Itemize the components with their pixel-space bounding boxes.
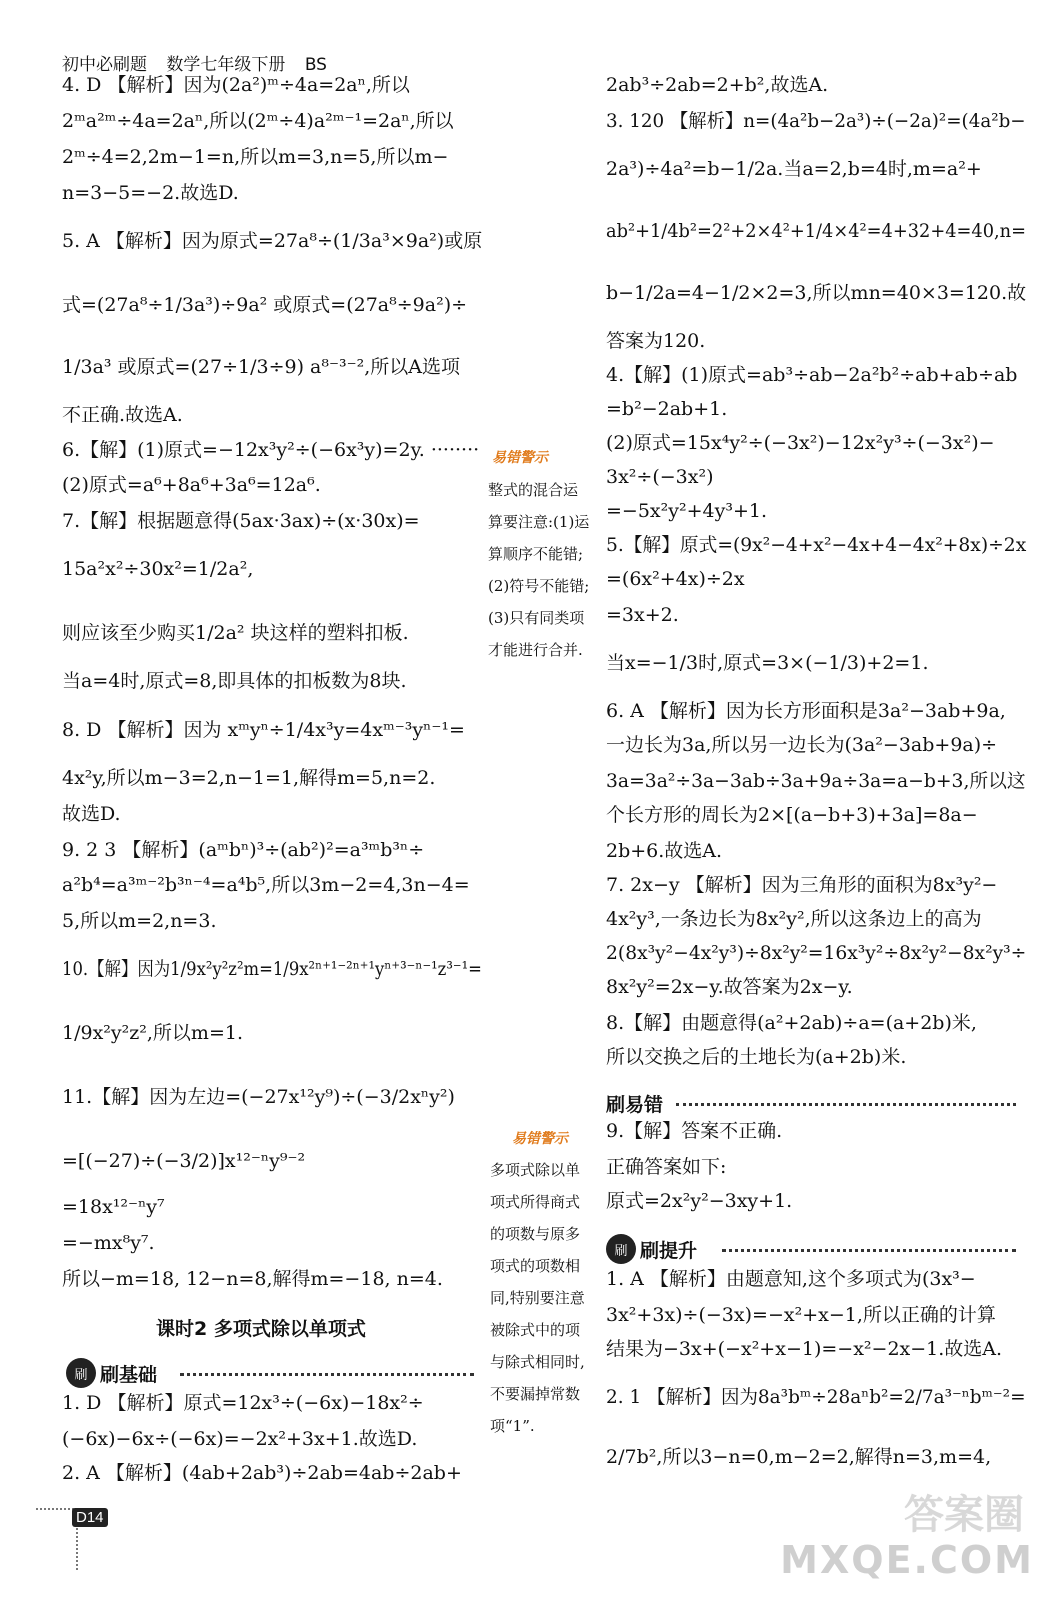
page-number: D14 — [72, 1508, 108, 1527]
tip-text-1: 整式的混合运算要注意:(1)运算顺序不能错;(2)符号不能错;(3)只有同类项才能进行合并. — [488, 481, 590, 659]
right-line: 3a=3a²÷3a−3ab÷3a+9a÷3a=a−b+3,所以这 — [606, 770, 1026, 792]
left-line: =[(−27)÷(−3/2)]x¹²⁻ⁿy⁹⁻² — [62, 1150, 306, 1172]
right-line: 2/7b²,所以3−n=0,m−2=2,解得n=3,m=4, — [606, 1446, 992, 1468]
right-line: 一边长为3a,所以另一边长为(3a²−3ab+9a)÷ — [606, 734, 998, 756]
right-line: 4.【解】(1)原式=ab³÷ab−2a²b²÷ab+ab÷ab — [606, 364, 1018, 386]
left-line: 2ᵐa²ᵐ÷4a=2aⁿ,所以(2ᵐ÷4)a²ᵐ⁻¹=2aⁿ,所以 — [62, 110, 454, 132]
left-line: 4. D 【解析】因为(2a²)ᵐ÷4a=2aⁿ,所以 — [62, 74, 410, 96]
divider-dots — [722, 1249, 1016, 1252]
tip-title-1: 易错警示 — [492, 450, 548, 466]
right-line: 3x²÷(−3x²) — [606, 466, 714, 488]
left-line: 6.【解】(1)原式=−12x³y²÷(−6x³y)=2y. ········ — [62, 439, 480, 461]
series-name: 初中必刷题 — [62, 55, 147, 75]
left-line: 11.【解】因为左边=(−27x¹²y⁹)÷(−3/2xⁿy²) — [62, 1086, 455, 1108]
right-line: 9.【解】答案不正确. — [606, 1120, 783, 1142]
right-line: b−1/2a=4−1/2×2=3,所以mn=40×3=120.故 — [606, 282, 1027, 304]
right-line: 正确答案如下: — [606, 1156, 727, 1178]
right-line: 2b+6.故选A. — [606, 840, 723, 862]
right-line: 5.【解】原式=(9x²−4+x²−4x+4−4x²+8x)÷2x — [606, 534, 1027, 556]
left-line: 5. A 【解析】因为原式=27a⁸÷(1/3a³×9a²)或原 — [62, 230, 483, 252]
left-line: 不正确.故选A. — [62, 404, 183, 426]
right-line: 2a³)÷4a²=b−1/2a.当a=2,b=4时,m=a²+ — [606, 158, 982, 180]
brush-icon: 刷 — [606, 1234, 636, 1264]
book-name: 数学七年级下册 — [166, 55, 286, 75]
right-line: 所以交换之后的土地长为(a+2b)米. — [606, 1046, 907, 1068]
left-line: 当a=4时,原式=8,即具体的扣板数为8块. — [62, 670, 407, 692]
right-line: 8.【解】由题意得(a²+2ab)÷a=(a+2b)米, — [606, 1012, 977, 1034]
left-line: 8. D 【解析】因为 xᵐyⁿ÷1/4x³y=4xᵐ⁻³yⁿ⁻¹= — [62, 719, 465, 741]
watermark: MXQE.COM — [780, 1538, 1034, 1582]
left-line: 4x²y,所以m−3=2,n−1=1,解得m=5,n=2. — [62, 767, 436, 789]
right-line: 2(8x³y²−4x²y³)÷8x²y²=16x³y²÷8x²y²−8x²y³÷ — [606, 942, 1027, 964]
left-line: 15a²x²÷30x²=1/2a², — [62, 558, 254, 580]
left-line: 10.【解】因为1/9x²y²z²m=1/9x²ⁿ⁺¹⁻²ⁿ⁺¹yⁿ⁺³⁻ⁿ⁻¹z³⁻¹= — [62, 958, 482, 980]
left-line: (−6x)−6x÷(−6x)=−2x²+3x+1.故选D. — [62, 1428, 418, 1450]
badge-jichu — [66, 1356, 157, 1390]
left-line: n=3−5=−2.故选D. — [62, 182, 239, 204]
lesson-title: 课时2 多项式除以单项式 — [156, 1318, 366, 1340]
right-line: 7. 2x−y 【解析】因为三角形的面积为8x³y²− — [606, 874, 998, 896]
right-column — [606, 0, 1026, 1600]
tip-text-2: 多项式除以单项式所得商式的项数与原多项式的项数相同,特别要注意被除式中的项与除式相同时,不要漏掉常数项“1”. — [490, 1161, 585, 1435]
right-line: 3. 120 【解析】n=(4a²b−2a³)÷(−2a)²=(4a²b− — [606, 110, 1026, 132]
badge-yicuo — [606, 1086, 663, 1120]
edition: BS — [304, 55, 327, 75]
right-line: 个长方形的周长为2×[(a−b+3)+3a]=8a− — [606, 804, 978, 826]
left-line: 2. A 【解析】(4ab+2ab³)÷2ab=4ab÷2ab+ — [62, 1462, 462, 1484]
right-line: 8x²y²=2x−y.故答案为2x−y. — [606, 976, 853, 998]
right-line: =b²−2ab+1. — [606, 398, 728, 420]
right-line: =(6x²+4x)÷2x — [606, 568, 745, 590]
left-line: a²b⁴=a³ᵐ⁻²b³ⁿ⁻⁴=a⁴b⁵,所以3m−2=4,3n−4= — [62, 874, 470, 896]
left-line: 式=(27a⁸÷1/3a³)÷9a² 或原式=(27a⁸÷9a²)÷ — [62, 294, 468, 316]
right-line: 当x=−1/3时,原式=3×(−1/3)+2=1. — [606, 652, 929, 674]
right-line: 4x²y³,一条边长为8x²y²,所以这条边上的高为 — [606, 908, 982, 930]
badge-jichu-label: 刷基础 — [100, 1363, 158, 1386]
left-line: 1/3a³ 或原式=(27÷1/3÷9) a⁸⁻³⁻²,所以A选项 — [62, 356, 461, 378]
left-line: 1. D 【解析】原式=12x³÷(−6x)−18x²÷ — [62, 1392, 424, 1414]
left-line: 则应该至少购买1/2a² 块这样的塑料扣板. — [62, 622, 409, 644]
right-line: 2ab³÷2ab=2+b²,故选A. — [606, 74, 829, 96]
right-line: 结果为−3x+(−x²+x−1)=−x²−2x−1.故选A. — [606, 1338, 1003, 1360]
left-line: 所以−m=18, 12−n=8,解得m=−18, n=4. — [62, 1268, 443, 1290]
right-line: 1. A 【解析】由题意知,这个多项式为(3x³− — [606, 1268, 976, 1290]
right-line: (2)原式=15x⁴y²÷(−3x²)−12x²y³÷(−3x²)− — [606, 432, 995, 454]
left-line: 7.【解】根据题意得(5ax·3ax)÷(x·30x)= — [62, 510, 420, 532]
right-line: 3x²+3x)÷(−3x)=−x²+x−1,所以正确的计算 — [606, 1304, 996, 1326]
left-line: 2ᵐ÷4=2,2m−1=n,所以m=3,n=5,所以m− — [62, 146, 449, 168]
right-line: =3x+2. — [606, 604, 679, 626]
tip-title-2: 易错警示 — [512, 1131, 568, 1147]
left-line: 故选D. — [62, 803, 121, 825]
left-line: 1/9x²y²z²,所以m=1. — [62, 1022, 243, 1044]
right-line: 2. 1 【解析】因为8a³bᵐ÷28aⁿb²=2/7a³⁻ⁿbᵐ⁻²= — [606, 1386, 1026, 1408]
watermark-logo: 答案圈 — [904, 1492, 1024, 1538]
right-line: 6. A 【解析】因为长方形面积是3a²−3ab+9a, — [606, 700, 1006, 722]
badge-tisheng — [606, 1232, 697, 1266]
brush-icon: 刷 — [66, 1358, 96, 1388]
right-line: =−5x²y²+4y³+1. — [606, 500, 768, 522]
left-line: =18x¹²⁻ⁿy⁷ — [62, 1196, 165, 1218]
left-line: (2)原式=a⁶+8a⁶+3a⁶=12a⁶. — [62, 474, 321, 496]
badge-yicuo-label: 刷易错 — [606, 1093, 664, 1116]
divider-dots — [676, 1103, 1016, 1106]
divider-dots — [180, 1373, 474, 1376]
left-line: 9. 2 3 【解析】(aᵐbⁿ)³÷(ab²)²=a³ᵐb³ⁿ÷ — [62, 839, 425, 861]
right-line: 答案为120. — [606, 330, 706, 352]
badge-tisheng-label: 刷提升 — [640, 1239, 698, 1262]
left-line: 5,所以m=2,n=3. — [62, 910, 217, 932]
right-line: 原式=2x²y²−3xy+1. — [606, 1190, 793, 1212]
right-line: ab²+1/4b²=2²+2×4²+1/4×4²=4+32+4=40,n= — [606, 220, 1026, 242]
left-line: =−mx⁸y⁷. — [62, 1232, 155, 1254]
